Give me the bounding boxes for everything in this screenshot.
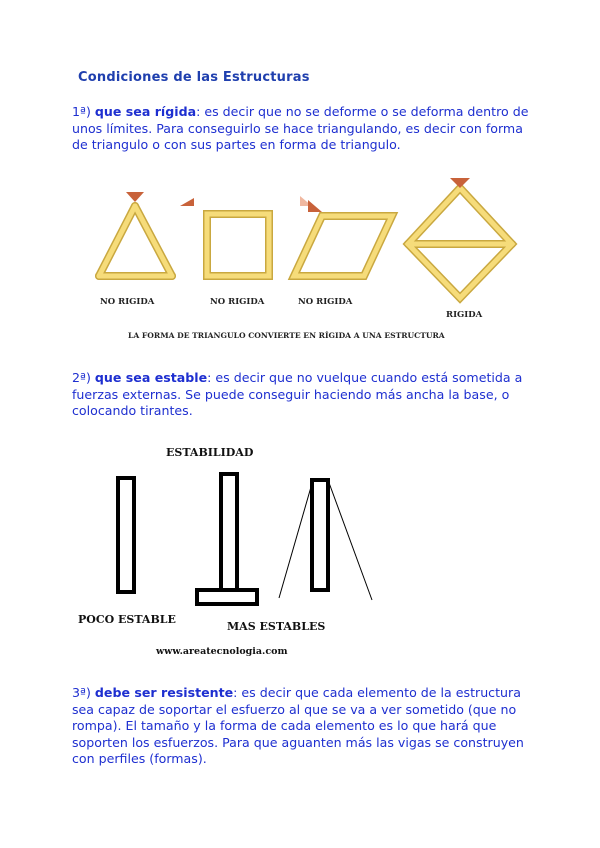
- shape-label: NO RIGIDA: [298, 297, 353, 307]
- section-text: : es decir que cada elemento de la estructura sea capaz de soportar el esfuerzo al que se va a ver sometido (que no rompa). El tamaño y la forma de cada elemento es lo que hará que soporten los esfuerzos. Para que aguanten más las vigas se construyen con perfiles (formas).: [72, 685, 524, 766]
- section-resistant: [72, 685, 532, 768]
- wide-base: [197, 590, 257, 604]
- page-title: Condiciones de las Estructuras: [78, 70, 310, 85]
- left-label: POCO ESTABLE: [78, 613, 176, 626]
- figure-caption: LA FORMA DE TRIANGULO CONVIERTE EN RÍGIDA A UNA ESTRUCTURA: [128, 331, 445, 340]
- section-stable: [72, 370, 532, 420]
- force-marker-icon: [180, 198, 194, 206]
- stability-figure: [64, 438, 394, 663]
- section-number: 1ª): [72, 104, 91, 119]
- section-text: : es decir que no se deforme o se deforma dentro de unos límites. Para conseguirlo se hace triangulando, es decir con forma de triangulo o con sus partes en forma de triangulo.: [72, 104, 529, 152]
- figure-title: ESTABILIDAD: [166, 446, 254, 459]
- force-marker-icon: [450, 178, 470, 188]
- section-term: debe ser resistente: [94, 685, 234, 700]
- section-number: 3ª): [72, 685, 91, 700]
- column-with-tensors: [312, 480, 328, 590]
- force-marker-icon: [308, 200, 322, 212]
- source-credit: www.areatecnologia.com: [156, 646, 288, 657]
- rigidity-figure: [72, 172, 530, 348]
- triangle-structure: [99, 206, 172, 276]
- section-rigid: [72, 104, 532, 154]
- force-marker-icon: [126, 192, 144, 202]
- shape-label: NO RIGIDA: [100, 297, 155, 307]
- shape-label: RIGIDA: [446, 310, 483, 320]
- section-number: 2ª): [72, 370, 91, 385]
- tensor-wire: [279, 480, 313, 598]
- column-with-base: [221, 474, 237, 590]
- section-text: : es decir que no vuelque cuando está sometida a fuerzas externas. Se puede conseguir haciendo más ancha la base, o colocando tirantes.: [72, 370, 523, 418]
- tensor-wire: [328, 480, 372, 600]
- shape-label: NO RIGIDA: [210, 297, 265, 307]
- square-structure: [207, 214, 269, 276]
- narrow-column: [118, 478, 134, 592]
- section-term: que sea estable: [94, 370, 208, 385]
- section-term: que sea rígida: [94, 104, 197, 119]
- right-label: MAS ESTABLES: [227, 620, 326, 633]
